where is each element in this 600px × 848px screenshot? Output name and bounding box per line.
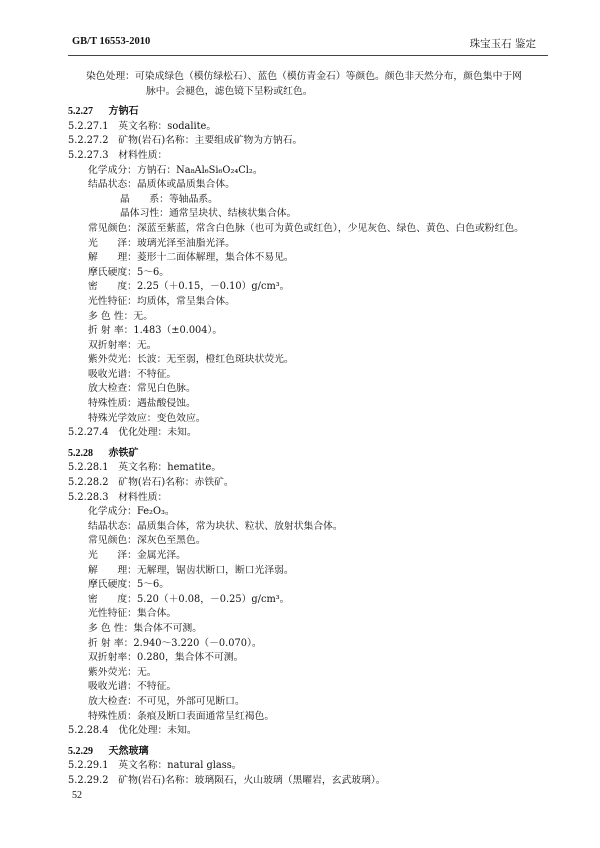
section-number: 5.2.28 (68, 447, 93, 459)
clause-line: 5.2.27.4 优化处理：未知。 (68, 427, 197, 439)
property-line: 紫外荧光：长波：无至弱，橙红色斑块状荧光。 (88, 354, 294, 366)
section-title: 天然玻璃 (108, 745, 149, 757)
property-line: 解 理：菱形十二面体解理，集合体不易见。 (88, 252, 294, 264)
section-number: 5.2.27 (68, 106, 93, 118)
property-line: 常见颜色：深灰色至黑色。 (88, 535, 206, 547)
property-line: 紫外荧光：无。 (88, 666, 157, 678)
property-line: 多 色 性：集合体不可测。 (88, 622, 202, 634)
property-line: 特殊光学效应：变色效应。 (88, 412, 206, 424)
property-line: 光性特征：均质体，常呈集合体。 (88, 295, 235, 307)
clause-line: 5.2.28.3 材料性质： (68, 491, 168, 503)
property-line: 光 泽：玻璃光泽至油脂光泽。 (88, 237, 235, 249)
clause-line: 5.2.27.2 矿物(岩石)名称：主要组成矿物为方钠石。 (68, 135, 303, 147)
standard-number: GB/T 16553-2010 (72, 36, 151, 47)
clause-line: 5.2.28.1 英文名称：hematite。 (68, 462, 222, 474)
property-line: 多 色 性：无。 (88, 310, 154, 322)
intro-line-1: 染色处理：可染成绿色（模仿绿松石）、蓝色（模仿青金石）等颜色。颜色非天然分布，颜色集中于网 (86, 71, 522, 82)
clause-line: 5.2.28.2 矿物(岩石)名称：赤铁矿。 (68, 477, 234, 489)
property-line: 结晶状态：晶质体或晶质集合体。 (88, 179, 235, 191)
header-rule (68, 55, 548, 56)
property-line: 晶 系：等轴晶系。 (120, 193, 218, 205)
property-line: 吸收光谱：不特征。 (88, 681, 177, 693)
clause-line: 5.2.28.4 优化处理：未知。 (68, 725, 197, 737)
page-number: 52 (72, 790, 82, 801)
property-line: 光性特征：集合体。 (88, 608, 177, 620)
section-title: 赤铁矿 (108, 447, 139, 459)
property-line: 密 度：5.20（＋0.08，－0.25）g/cm³。 (88, 593, 290, 605)
property-line: 折 射 率：1.483（±0.004）。 (88, 325, 223, 337)
clause-line: 5.2.27.1 英文名称：sodalite。 (68, 120, 217, 132)
property-line: 晶体习性：通常呈块状、结核状集合体。 (120, 208, 297, 220)
property-line: 折 射 率：2.940～3.220（－0.070）。 (88, 637, 262, 649)
property-line: 化学成分：Fe₂O₃。 (88, 506, 175, 518)
property-line: 结晶状态：晶质集合体，常为块状、粒状、放射状集合体。 (88, 520, 343, 532)
clause-line: 5.2.29.1 英文名称：natural glass。 (68, 760, 242, 772)
section-number: 5.2.29 (68, 745, 93, 757)
property-line: 特殊性质：遇盐酸侵蚀。 (88, 398, 196, 410)
property-line: 化学成分：方钠石：Na₈Al₆Si₆O₂₄Cl₂。 (88, 164, 263, 176)
property-line: 双折射率：0.280，集合体不可测。 (88, 652, 244, 664)
property-line: 放大检查：常见白色脉。 (88, 383, 196, 395)
section-heading-sodalite (68, 105, 554, 120)
property-line: 放大检查：不可见，外部可见断口。 (88, 695, 245, 707)
property-line: 特殊性质：条痕及断口表面通常呈红褐色。 (88, 710, 275, 722)
property-line: 双折射率：无。 (88, 339, 157, 351)
clause-line: 5.2.29.2 矿物(岩石)名称：玻璃陨石，火山玻璃（黑曜岩，玄武玻璃）。 (68, 774, 386, 786)
property-line: 解 理：无解理，锯齿状断口，断口光泽弱。 (88, 564, 294, 576)
property-line: 摩氏硬度：5～6。 (88, 266, 170, 278)
property-line: 摩氏硬度：5～6。 (88, 579, 170, 591)
property-line: 常见颜色：深蓝至紫蓝，常含白色脉（也可为黄色或红色），少见灰色、绿色、黄色、白色或粉红色。 (88, 222, 524, 234)
intro-line-2: 脉中。会褪色，滤色镜下呈粉或红色。 (146, 85, 313, 97)
section-title: 方钠石 (108, 106, 139, 118)
section-heading-natural-glass (68, 745, 554, 760)
document-title: 珠宝玉石 鉴定 (469, 38, 536, 50)
property-line: 密 度：2.25（＋0.15，－0.10）g/cm³。 (88, 281, 290, 293)
clause-line: 5.2.27.3 材料性质： (68, 149, 168, 161)
section-heading-hematite (68, 447, 554, 462)
property-line: 光 泽：金属光泽。 (88, 550, 186, 561)
property-line: 吸收光谱：不特征。 (88, 368, 177, 380)
page-body (68, 70, 554, 789)
